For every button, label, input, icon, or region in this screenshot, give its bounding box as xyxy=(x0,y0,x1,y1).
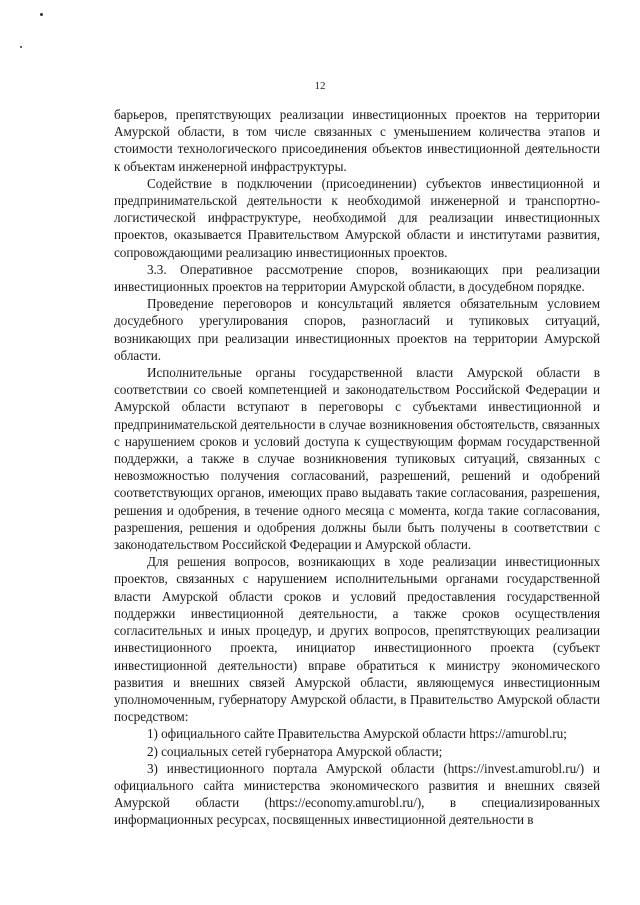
document-body xyxy=(114,106,600,829)
section-heading-3-3: 3.3. Оперативное рассмотрение споров, возникающих при реализации инвестиционных проектов на территории Амурской области, в досудебном порядке. xyxy=(114,261,600,295)
scan-artifact-dot xyxy=(40,13,43,16)
paragraph-infrastructure-support: Содействие в подключении (присоединении) субъектов инвестиционной и предпринимательской деятельности к необходимой инженерной и транспортно-логистической инфраструктуре, необходимой для реализации инвестиционных проектов, оказывается Правительством Амурской области и институтами развития, сопровождающими реализацию инвестиционных проектов. xyxy=(114,175,600,260)
paragraph-continued: барьеров, препятствующих реализации инвестиционных проектов на территории Амурской области, в том числе связанных с уменьшением количества этапов и стоимости технологического присоединения объектов инвестиционной деятельности к объектам инженерной инфраструктуры. xyxy=(114,107,600,174)
list-item-2: 2) социальных сетей губернатора Амурской области; xyxy=(147,743,443,759)
page-number: 12 xyxy=(314,80,326,92)
list-item-1: 1) официального сайте Правительства Амурской области https://amurobl.ru; xyxy=(147,726,567,742)
paragraph-negotiations: Проведение переговоров и консультаций является обязательным условием досудебного урегулирования споров, разногласий и тупиковых ситуаций, возникающих при реализации инвестиционных проектов на территории Амурской области. xyxy=(114,296,600,363)
scan-artifact-dot xyxy=(20,46,22,48)
paragraph-dispute-resolution: Для решения вопросов, возникающих в ходе реализации инвестиционных проектов, связанных с нарушением исполнительными органами государственной власти Амурской области сроков и условий предоставления государственной поддержки инвестиционной деятельности, а также сроков осуществления согласительных и иных процедур, и других вопросов, препятствующих реализации инвестиционного проекта, инициатор инвестиционного проекта (субъект инвестиционной деятельности) вправе обратиться к министру экономического развития и внешних связей Амурской области, являющемуся инвестиционным уполномоченным, губернатору Амурской области, в Правительство Амурской области посредством: xyxy=(114,554,600,725)
paragraph-executive-bodies: Исполнительные органы государственной власти Амурской области в соответствии со своей компетенцией и законодательством Российской Федерации и Амурской области вступают в переговоры с субъектами инвестиционной и предпринимательской деятельности в случае возникновения обстоятельств, связанных с нарушением сроков и условий доступа к существующим формам государственной поддержки, а также в случае возникновения тупиковых ситуаций, связанных с невозможностью получения согласований, разрешений, решений и одобрений соответствующих органов, имеющих право выдавать такие согласования, разрешения, решения и одобрения, в течение одного месяца с момента, когда такие согласования, разрешения, решения и одобрения должны были быть получены в соответствии с законодательством Российской Федерации и Амурской области. xyxy=(114,365,600,553)
list-item-3: 3) инвестиционного портала Амурской области (https://invest.amurobl.ru/) и официального сайта министерства экономического развития и внешних связей Амурской области (https://economy.amurobl.ru/), в специализированных информационных ресурсах, посвященных инвестиционной деятельности в xyxy=(114,760,600,828)
